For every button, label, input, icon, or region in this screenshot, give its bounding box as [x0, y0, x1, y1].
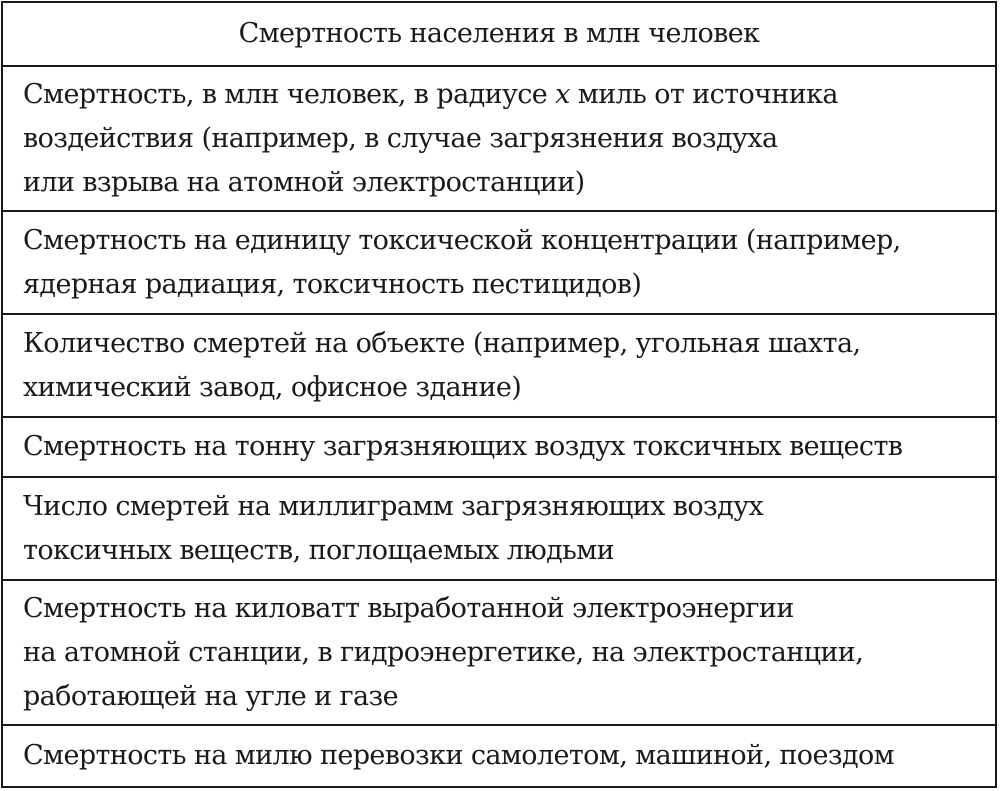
table-row	[3, 726, 995, 786]
table-row-text: Смертность на единицу токсической концентрации (например, ядерная радиация, токсичность пестицидов)	[23, 224, 901, 300]
table-row	[3, 212, 995, 315]
mortality-table	[1, 1, 997, 788]
row-text-after-variable: миль от источника воздействия (например, в случае загрязнения воздуха или взрыва на атомной электростанции)	[23, 78, 838, 198]
table-row	[3, 581, 995, 726]
table-header-text: Смертность населения в млн человек	[238, 18, 760, 49]
variable-x: x	[555, 78, 570, 110]
table-row-text: Смертность на милю перевозки самолетом, машиной, поездом	[23, 740, 895, 771]
table-row-text: Число смертей на миллиграмм загрязняющих воздух токсичных веществ, поглощаемых людьми	[23, 490, 764, 566]
table-row	[3, 478, 995, 581]
table-row	[3, 67, 995, 212]
table-header	[3, 3, 995, 67]
table-row	[3, 418, 995, 478]
table-row-text	[23, 73, 838, 205]
row-text-before-variable: Смертность, в млн человек, в радиусе	[23, 78, 556, 110]
table-row-text: Смертность на киловатт выработанной электроэнергии на атомной станции, в гидроэнергетике, на электростанции, работающей на угле и газе	[23, 592, 864, 712]
table-row	[3, 315, 995, 418]
table-row-text: Смертность на тонну загрязняющих воздух токсичных веществ	[23, 431, 903, 462]
table-row-text: Количество смертей на объекте (например, угольная шахта, химический завод, офисное здание)	[23, 327, 861, 403]
